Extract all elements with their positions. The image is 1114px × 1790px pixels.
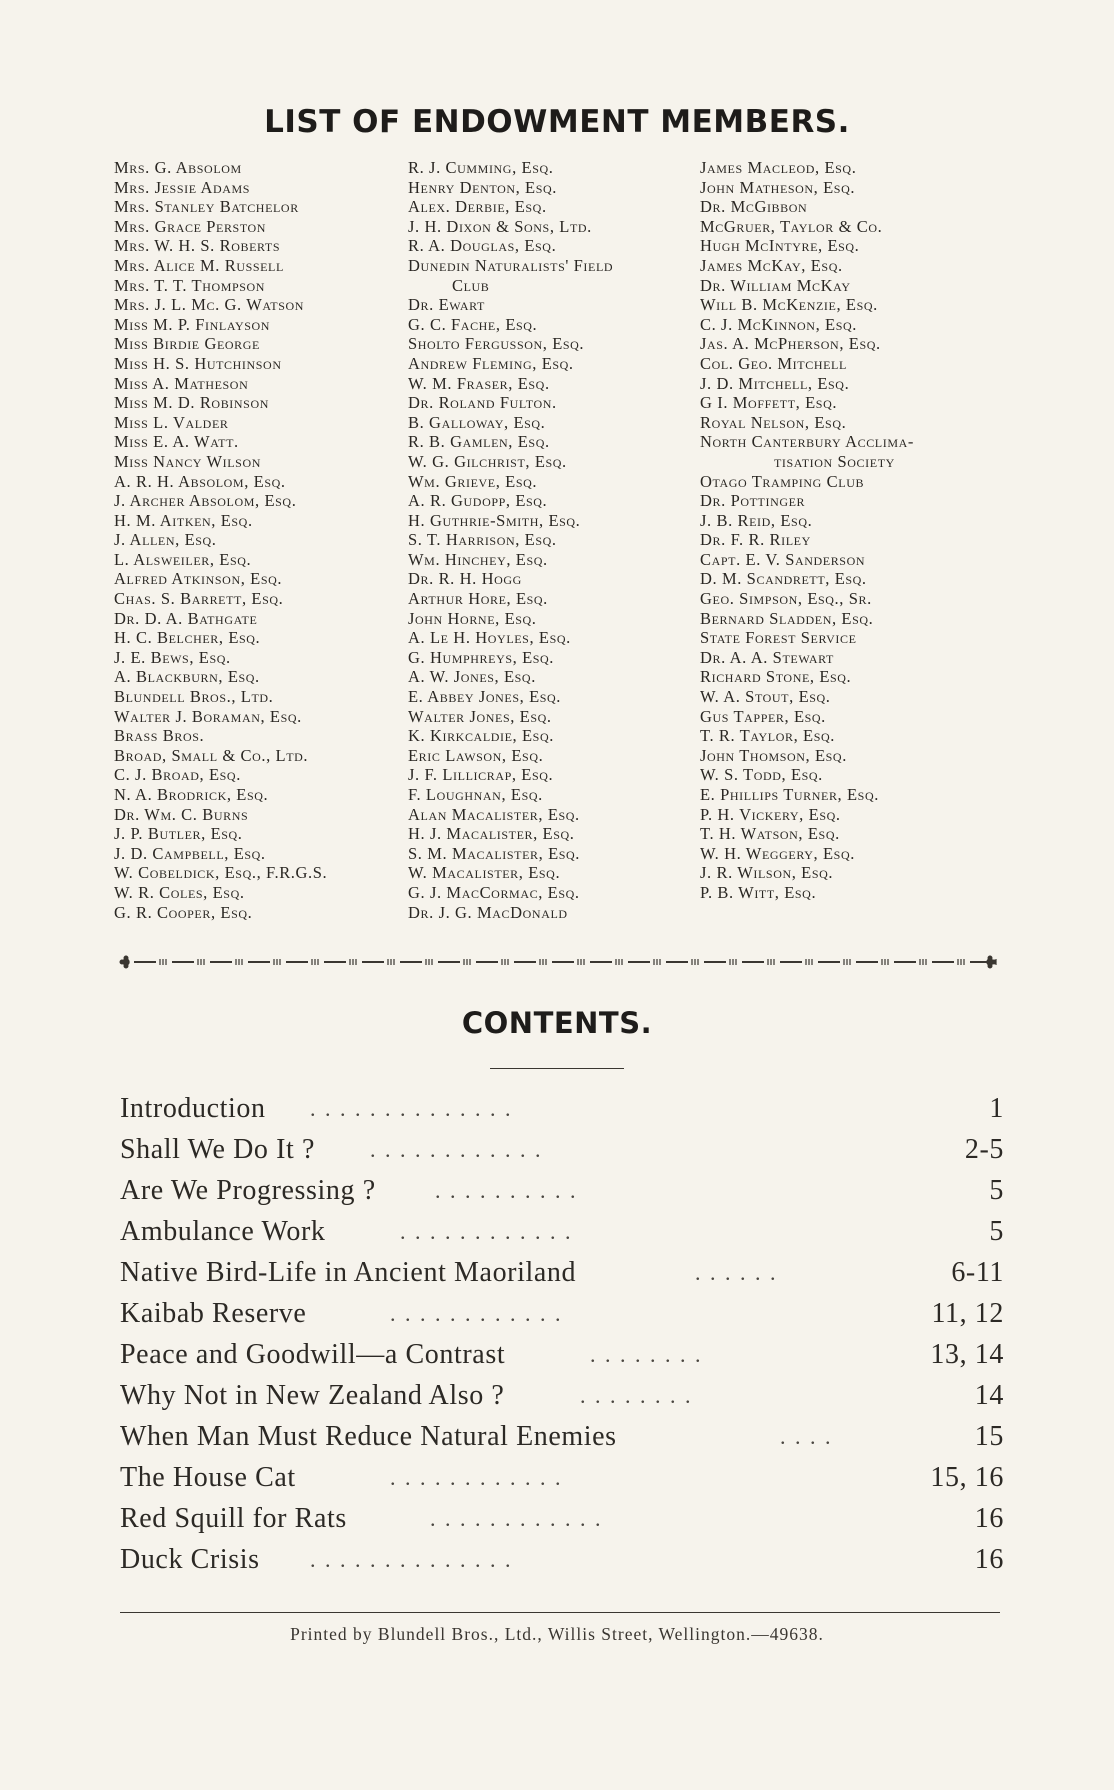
member-entry: W. A. Stout, Esq.	[700, 687, 831, 707]
member-entry: Royal Nelson, Esq.	[700, 412, 847, 432]
member-entry: Mrs. Grace Perston	[114, 216, 267, 236]
toc-leader-dots: . . . . . . . . . . . . . .	[310, 1547, 513, 1572]
toc-title: Introduction	[120, 1093, 266, 1124]
member-entry: W. M. Fraser, Esq.	[408, 373, 550, 393]
member-entry: Mrs. Stanley Batchelor	[114, 197, 299, 217]
toc-title: Why Not in New Zealand Also ?	[120, 1380, 505, 1411]
member-entry: A. Le H. Hoyles, Esq.	[408, 628, 571, 648]
bottom-divider	[120, 1612, 1000, 1613]
toc-leader-dots: . . . . . . . . . . . .	[370, 1137, 543, 1162]
member-entry: W. H. Weggery, Esq.	[700, 843, 855, 863]
member-entry: Mrs. J. L. Mc. G. Watson	[114, 295, 305, 315]
member-entry: J. Allen, Esq.	[114, 530, 217, 550]
member-entry: Andrew Fleming, Esq.	[408, 353, 574, 373]
member-entry: J. R. Wilson, Esq.	[700, 863, 834, 883]
member-entry: J. D. Campbell, Esq.	[114, 843, 266, 863]
member-entry: Hugh McIntyre, Esq.	[700, 236, 860, 256]
toc-page-number: 5	[989, 1216, 1004, 1247]
toc-leader-dots: . . . . . . . . . . . .	[430, 1506, 603, 1531]
member-entry: Capt. E. V. Sanderson	[700, 549, 866, 569]
member-entry: Mrs. G. Absolom	[114, 158, 242, 177]
member-entry: Miss M. D. Robinson	[114, 393, 269, 413]
member-entry: R. A. Douglas, Esq.	[408, 236, 557, 256]
member-entry: Mrs. T. T. Thompson	[114, 275, 266, 295]
member-entry: R. J. Cumming, Esq.	[408, 158, 554, 177]
member-entry: Dr. J. G. MacDonald	[408, 902, 568, 922]
member-entry: Miss A. Matheson	[114, 373, 249, 393]
toc-leader-dots: . . . . . . . . . . . .	[400, 1219, 573, 1244]
contents-title: CONTENTS.	[461, 1006, 653, 1040]
member-entry: John Matheson, Esq.	[700, 177, 856, 197]
member-entry: K. Kirkcaldie, Esq.	[408, 726, 554, 746]
toc-leader-dots: . . . . . . . . . .	[435, 1178, 578, 1203]
member-entry: F. Loughnan, Esq.	[408, 785, 543, 804]
member-entry: P. H. Vickery, Esq.	[700, 804, 841, 824]
toc-page-number: 16	[974, 1544, 1004, 1575]
contents-underline	[490, 1068, 624, 1069]
toc-page-number: 6-11	[951, 1257, 1004, 1288]
member-entry: G. R. Cooper, Esq.	[114, 902, 253, 922]
member-entry: G. Humphreys, Esq.	[408, 647, 555, 667]
member-entry: A. W. Jones, Esq.	[408, 667, 536, 687]
member-entry: Brass Bros.	[114, 726, 205, 746]
toc-leader-dots: . . . . . .	[695, 1260, 778, 1285]
member-entry: Dr. D. A. Bathgate	[114, 608, 258, 628]
member-entry: Miss Birdie George	[114, 334, 260, 354]
toc-title: Are We Progressing ?	[120, 1175, 376, 1206]
member-entry: Broad, Small & Co., Ltd.	[114, 745, 309, 765]
member-entry: Miss L. Valder	[114, 412, 229, 432]
toc-title: Kaibab Reserve	[120, 1298, 307, 1329]
member-entry: W. Cobeldick, Esq., F.R.G.S.	[114, 863, 328, 883]
toc-row	[120, 1088, 1004, 1129]
toc-row	[120, 1539, 1004, 1580]
toc-page-number: 1	[989, 1093, 1004, 1124]
member-entry: Richard Stone, Esq.	[700, 667, 852, 687]
member-entry: J. B. Reid, Esq.	[700, 510, 813, 530]
member-entry: N. A. Brodrick, Esq.	[114, 785, 269, 804]
member-entry: tisation Society	[774, 451, 895, 471]
member-entry: Gus Tapper, Esq.	[700, 706, 826, 726]
member-entry: E. Abbey Jones, Esq.	[408, 687, 562, 707]
member-entry: P. B. Witt, Esq.	[700, 882, 817, 902]
toc-page-number: 14	[974, 1380, 1004, 1411]
member-entry: Dr. R. H. Hogg	[408, 569, 522, 589]
toc-title: When Man Must Reduce Natural Enemies	[120, 1421, 617, 1452]
toc-row	[120, 1293, 1004, 1334]
member-entry: J. H. Dixon & Sons, Ltd.	[408, 216, 592, 236]
member-entry: J. P. Butler, Esq.	[114, 824, 243, 844]
toc-title: Ambulance Work	[120, 1216, 326, 1247]
member-entry: Otago Tramping Club	[700, 471, 865, 491]
member-entry: Geo. Simpson, Esq., Sr.	[700, 589, 872, 609]
member-entry: Mrs. Jessie Adams	[114, 177, 251, 197]
toc-row	[120, 1416, 1004, 1457]
member-entry: C. J. Broad, Esq.	[114, 765, 241, 785]
member-entry: W. S. Todd, Esq.	[700, 765, 823, 785]
member-entry: H. C. Belcher, Esq.	[114, 628, 261, 648]
toc-leader-dots: . . . . . . . . . . . .	[390, 1465, 563, 1490]
member-entry: Jas. A. McPherson, Esq.	[700, 334, 881, 354]
members-column-2	[408, 158, 613, 922]
toc-row	[120, 1170, 1004, 1211]
toc-row	[120, 1252, 1004, 1293]
member-entry: Col. Geo. Mitchell	[700, 353, 847, 373]
member-entry: A. R. H. Absolom, Esq.	[114, 471, 286, 491]
member-entry: T. H. Watson, Esq.	[700, 824, 840, 844]
toc-page-number: 15	[974, 1421, 1004, 1452]
member-entry: A. Blackburn, Esq.	[114, 667, 260, 687]
member-entry: J. F. Lillicrap, Esq.	[408, 765, 554, 785]
member-entry: Dr. Roland Fulton.	[408, 393, 557, 413]
member-entry: D. M. Scandrett, Esq.	[700, 569, 867, 589]
printer-imprint: Printed by Blundell Bros., Ltd., Willis Street, Wellington.—49638.	[290, 1624, 824, 1644]
toc-title: Peace and Goodwill—a Contrast	[120, 1339, 506, 1370]
toc-page-number: 15, 16	[930, 1462, 1004, 1493]
member-entry: State Forest Service	[700, 628, 857, 648]
member-entry: Dr. McGibbon	[700, 197, 808, 217]
member-entry: James Macleod, Esq.	[700, 158, 857, 177]
member-entry: W. Macalister, Esq.	[408, 863, 561, 883]
member-entry: Mrs. Alice M. Russell	[114, 255, 284, 275]
member-entry: Wm. Hinchey, Esq.	[408, 549, 548, 569]
toc-page-number: 5	[989, 1175, 1004, 1206]
member-entry: S. M. Macalister, Esq.	[408, 843, 581, 863]
toc-title: Duck Crisis	[120, 1544, 260, 1575]
member-entry: G I. Moffett, Esq.	[700, 393, 838, 413]
member-entry: John Thomson, Esq.	[700, 745, 847, 765]
member-entry: L. Alsweiler, Esq.	[114, 549, 252, 569]
member-entry: Dr. Pottinger	[700, 491, 806, 511]
member-entry: G. C. Fache, Esq.	[408, 314, 538, 334]
member-entry: Arthur Hore, Esq.	[408, 589, 548, 609]
member-entry: J. E. Bews, Esq.	[114, 647, 231, 667]
member-entry: J. D. Mitchell, Esq.	[700, 373, 850, 393]
member-entry: T. R. Taylor, Esq.	[700, 726, 835, 746]
table-of-contents	[120, 1088, 1004, 1580]
member-entry: H. Guthrie-Smith, Esq.	[408, 510, 581, 530]
member-entry: Miss Nancy Wilson	[114, 451, 261, 471]
member-entry: Blundell Bros., Ltd.	[114, 687, 274, 707]
member-entry: Alfred Atkinson, Esq.	[114, 569, 283, 589]
member-entry: R. B. Gamlen, Esq.	[408, 432, 550, 452]
toc-leader-dots: . . . . . . . .	[580, 1383, 693, 1408]
toc-leader-dots: . . . .	[780, 1424, 833, 1449]
member-entry: Dr. F. R. Riley	[700, 530, 811, 550]
members-column-1	[114, 158, 327, 922]
toc-leader-dots: . . . . . . . . . . . . . .	[310, 1096, 513, 1121]
member-entry: Dr. A. A. Stewart	[700, 647, 834, 667]
toc-leader-dots: . . . . . . . . . . . .	[390, 1301, 563, 1326]
member-entry: Miss H. S. Hutchinson	[114, 353, 282, 373]
member-entry: Miss M. P. Finlayson	[114, 314, 271, 334]
member-entry: C. J. McKinnon, Esq.	[700, 314, 857, 334]
toc-title: Shall We Do It ?	[120, 1134, 316, 1165]
member-entry: James McKay, Esq.	[700, 255, 843, 275]
member-entry: Dr. William McKay	[700, 275, 851, 295]
member-entry: Will B. McKenzie, Esq.	[700, 295, 878, 315]
toc-page-number: 16	[974, 1503, 1004, 1534]
ornamental-divider	[118, 950, 998, 974]
member-entry: Bernard Sladden, Esq.	[700, 608, 874, 628]
member-entry: J. Archer Absolom, Esq.	[114, 491, 297, 511]
member-entry: Alex. Derbie, Esq.	[408, 197, 547, 217]
member-entry: Eric Lawson, Esq.	[408, 745, 544, 765]
toc-title: Native Bird-Life in Ancient Maoriland	[120, 1257, 577, 1288]
member-entry: Alan Macalister, Esq.	[408, 804, 580, 824]
member-entry: A. R. Gudopp, Esq.	[408, 491, 548, 511]
member-entry: Club	[452, 275, 490, 295]
toc-page-number: 2-5	[964, 1134, 1004, 1165]
toc-row	[120, 1334, 1004, 1375]
member-entry: Walter J. Boraman, Esq.	[114, 706, 302, 726]
toc-row	[120, 1457, 1004, 1498]
member-entry: Wm. Grieve, Esq.	[408, 471, 538, 491]
member-entry: Walter Jones, Esq.	[408, 706, 552, 726]
member-entry: Mrs. W. H. S. Roberts	[114, 236, 281, 256]
member-entry: W. R. Coles, Esq.	[114, 882, 245, 902]
member-entry: Dr. Wm. C. Burns	[114, 804, 249, 824]
member-entry: McGruer, Taylor & Co.	[700, 216, 883, 236]
member-entry: S. T. Harrison, Esq.	[408, 530, 557, 550]
toc-leader-dots: . . . . . . . .	[590, 1342, 703, 1367]
member-entry: G. J. MacCormac, Esq.	[408, 882, 580, 902]
member-entry: B. Galloway, Esq.	[408, 412, 546, 432]
toc-row	[120, 1498, 1004, 1539]
member-entry: Dr. Ewart	[408, 295, 485, 315]
toc-page-number: 13, 14	[930, 1339, 1004, 1370]
toc-row	[120, 1129, 1004, 1170]
toc-title: The House Cat	[120, 1462, 296, 1493]
toc-title: Red Squill for Rats	[120, 1503, 347, 1534]
member-entry: North Canterbury Acclima-	[700, 432, 914, 452]
members-list-title: LIST OF ENDOWMENT MEMBERS.	[264, 104, 850, 140]
members-column-3	[700, 158, 914, 903]
toc-page-number: 11, 12	[931, 1298, 1004, 1329]
toc-row	[120, 1375, 1004, 1416]
member-entry: John Horne, Esq.	[408, 608, 537, 628]
member-entry: W. G. Gilchrist, Esq.	[408, 451, 567, 471]
member-entry: Henry Denton, Esq.	[408, 177, 557, 197]
member-entry: E. Phillips Turner, Esq.	[700, 785, 879, 804]
member-entry: H. J. Macalister, Esq.	[408, 824, 575, 844]
member-entry: Chas. S. Barrett, Esq.	[114, 589, 284, 609]
member-entry: Miss E. A. Watt.	[114, 432, 239, 452]
member-entry: Sholto Fergusson, Esq.	[408, 334, 585, 354]
toc-row	[120, 1211, 1004, 1252]
member-entry: Dunedin Naturalists' Field	[408, 255, 614, 275]
member-entry: H. M. Aitken, Esq.	[114, 510, 253, 530]
